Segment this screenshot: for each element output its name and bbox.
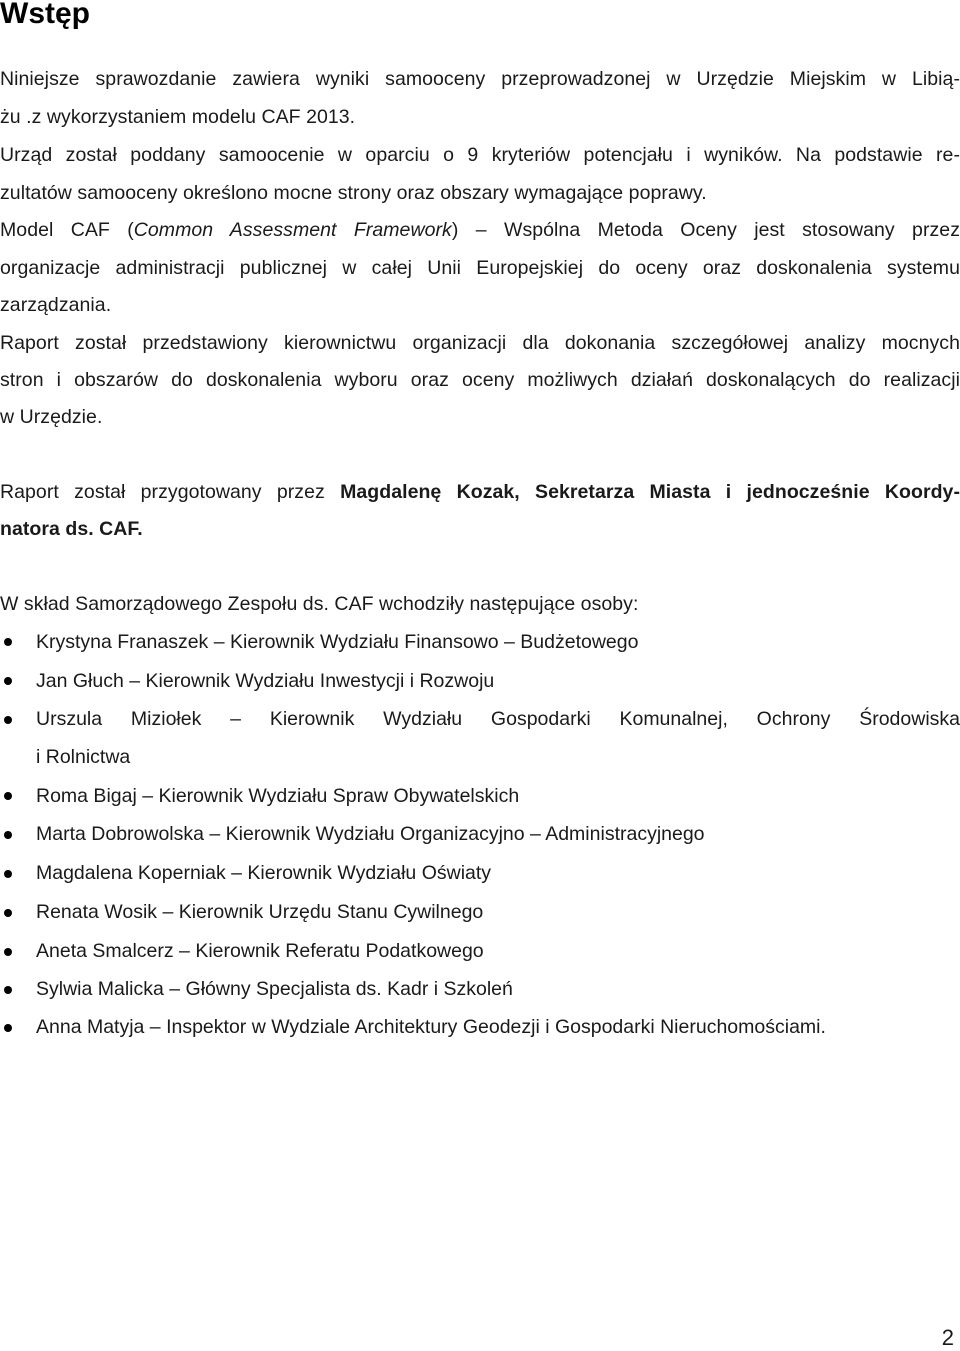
page-heading: Wstęp <box>0 0 90 30</box>
model-line-3: zarządzania. <box>0 294 112 316</box>
model-text-dash: – <box>475 219 487 241</box>
bullet-dot-icon <box>4 1024 12 1032</box>
intro-line-1: Niniejsze sprawozdanie zawiera wyniki samooceny przeprowadzonej w Urzędzie Miejskim w Libią- <box>0 68 960 90</box>
bullet-dot-icon <box>4 831 12 839</box>
model-text-italic: Common Assessment Framework <box>133 219 452 241</box>
bullet-dot-icon <box>4 948 12 956</box>
member-text: Anna Matyja – Inspektor w Wydziale Architektury Geodezji i Gospodarki Nieruchomościami. <box>36 1016 826 1038</box>
bullet-dot-icon <box>4 716 12 724</box>
bullet-dot-icon <box>4 792 12 800</box>
member-text: Magdalena Koperniak – Kierownik Wydziału Oświaty <box>36 862 492 884</box>
page-number: 2 <box>941 1325 954 1350</box>
model-text-start: Model CAF ( <box>0 219 134 241</box>
bullet-dot-icon <box>4 638 12 646</box>
model-text-paren: ) <box>451 219 459 241</box>
member-text-continuation: i Rolnictwa <box>36 746 131 768</box>
member-text: Urszula Miziołek – Kierownik Wydziału Gospodarki Komunalnej, Ochrony Środowiska <box>36 708 960 730</box>
model-text-end: Wspólna Metoda Oceny jest stosowany przez <box>504 219 960 241</box>
report-line-2: stron i obszarów do doskonalenia wyboru oraz oceny możliwych działań doskonalących do realizacji <box>0 369 960 391</box>
member-text: Sylwia Malicka – Główny Specjalista ds. Kadr i Szkoleń <box>36 978 513 1000</box>
member-text: Roma Bigaj – Kierownik Wydziału Spraw Obywatelskich <box>36 785 520 807</box>
intro-line-2: żu .z wykorzystaniem modelu CAF 2013. <box>0 106 356 128</box>
bullet-dot-icon <box>4 677 12 685</box>
prepared-text-bold: Magdalenę Kozak, Sekretarza Miasta i jednocześnie Koordy- <box>340 481 960 503</box>
intro-line-3: Urząd został poddany samoocenie w oparciu o 9 kryteriów potencjału i wyników. Na podstawie re- <box>0 144 960 166</box>
model-line-2: organizacje administracji publicznej w całej Unii Europejskiej do oceny oraz doskonalenia systemu <box>0 257 960 279</box>
report-line-1: Raport został przedstawiony kierownictwu organizacji dla dokonania szczegółowej analizy mocnych <box>0 332 960 354</box>
prepared-text-normal: Raport został przygotowany przez <box>0 481 341 503</box>
prepared-line-2: natora ds. CAF. <box>0 518 143 540</box>
intro-line-4: zultatów samooceny określono mocne strony oraz obszary wymagające poprawy. <box>0 182 707 204</box>
member-text: Marta Dobrowolska – Kierownik Wydziału Organizacyjno – Administracyjnego <box>36 823 705 845</box>
team-intro: W skład Samorządowego Zespołu ds. CAF wchodziły następujące osoby: <box>0 593 639 615</box>
report-line-3: w Urzędzie. <box>0 406 103 428</box>
bullet-dot-icon <box>4 909 12 917</box>
member-text: Krystyna Franaszek – Kierownik Wydziału Finansowo – Budżetowego <box>36 631 639 653</box>
model-line-1 <box>0 217 960 243</box>
member-text: Aneta Smalcerz – Kierownik Referatu Podatkowego <box>36 940 484 962</box>
member-text: Renata Wosik – Kierownik Urzędu Stanu Cywilnego <box>36 901 484 923</box>
member-text: Jan Głuch – Kierownik Wydziału Inwestycji i Rozwoju <box>36 670 495 692</box>
prepared-line-1 <box>0 479 960 505</box>
bullet-dot-icon <box>4 870 12 878</box>
bullet-dot-icon <box>4 986 12 994</box>
